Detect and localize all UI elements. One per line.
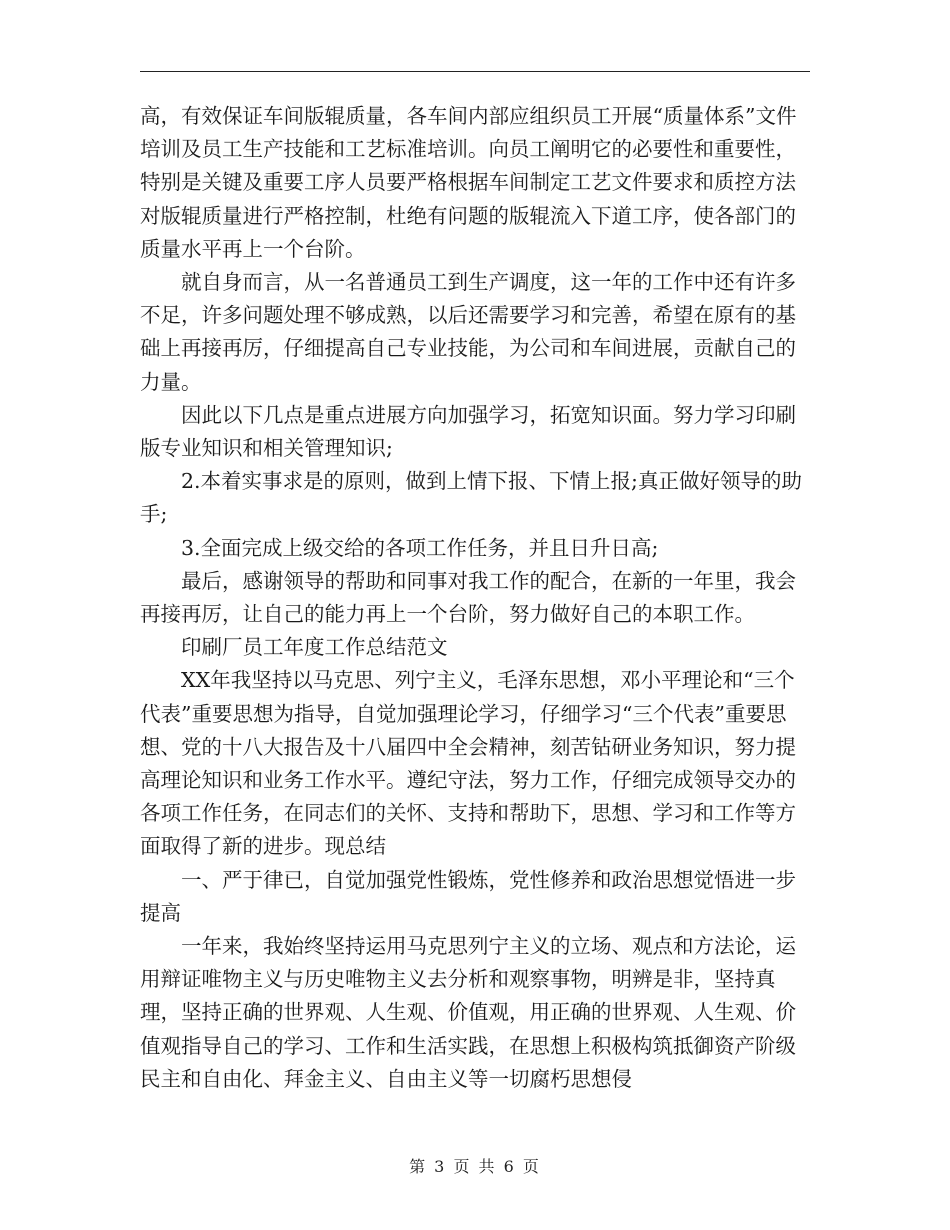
paragraph-5: 3.全面完成上级交给的各项工作任务，并且日升日高; bbox=[181, 535, 659, 560]
paragraph-1: 高，有效保证车间版辊质量，各车间内部应组织员工开展“质量体系”文件培训及员工生产技能和工艺标准培训。向员工阐明它的必要性和重要性，特别是关键及重要工序人员要严格根据车间制定工艺文件要求和质控方法对版辊质量进行严格控制，杜绝有问题的版辊流入下道工序，使各部门的质量水平再上一个台阶。 bbox=[140, 104, 797, 261]
footer-total-pages: 6 bbox=[503, 1157, 516, 1176]
paragraph-2: 就自身而言，从一名普通员工到生产调度，这一年的工作中还有许多不足，许多问题处理不够成熟，以后还需要学习和完善，希望在原有的基础上再接再厉，仔细提高自己专业技能，为公司和车间进展，贡献自己的力量。 bbox=[140, 270, 796, 394]
paragraph-6: 最后，感谢领导的帮助和同事对我工作的配合，在新的一年里，我会再接再厉，让自己的能力再上一个台阶，努力做好自己的本职工作。 bbox=[140, 568, 796, 627]
paragraph-9: 一年来，我始终坚持运用马克思列宁主义的立场、观点和方法论，运用辩证唯物主义与历史唯物主义去分析和观察事物，明辨是非，坚持真理，坚持正确的世界观、人生观、价值观，用正确的世界观、人生观、价值观指导自己的学习、工作和生活实践，在思想上积极构筑抵御资产阶级民主和自由化、拜金主义、自由主义等一切腐朽思想侵 bbox=[140, 934, 796, 1091]
footer-suffix: 页 bbox=[522, 1157, 541, 1176]
footer-current-page: 3 bbox=[434, 1157, 447, 1176]
section-title: 印刷厂员工年度工作总结范文 bbox=[181, 635, 448, 660]
paragraph-7: XX年我坚持以马克思、列宁主义，毛泽东思想，邓小平理论和“三个代表”重要思想为指导，自觉加强理论学习，仔细学习“三个代表”重要思想、党的十八大报告及十八届四中全会精神，刻苦钻研业务知识，努力提高理论知识和业务工作水平。遵纪守法，努力工作，仔细完成领导交办的各项工作任务，在同志们的关怀、支持和帮助下，思想、学习和工作等方面取得了新的进步。现总结 bbox=[140, 668, 796, 859]
footer-prefix: 第 bbox=[409, 1157, 428, 1176]
footer-middle: 页 共 bbox=[453, 1157, 497, 1176]
page-footer bbox=[0, 1154, 950, 1177]
paragraph-8: 一、严于律已，自觉加强党性锻炼，党性修养和政治思想觉悟进一步提高 bbox=[140, 867, 796, 925]
document-body bbox=[140, 100, 812, 1096]
header-rule bbox=[140, 71, 810, 72]
paragraph-4: 2.本着实事求是的原则，做到上情下报、下情上报;真正做好领导的助手; bbox=[140, 469, 802, 527]
paragraph-3: 因此以下几点是重点进展方向加强学习，拓宽知识面。努力学习印刷版专业知识和相关管理知识; bbox=[140, 402, 796, 461]
